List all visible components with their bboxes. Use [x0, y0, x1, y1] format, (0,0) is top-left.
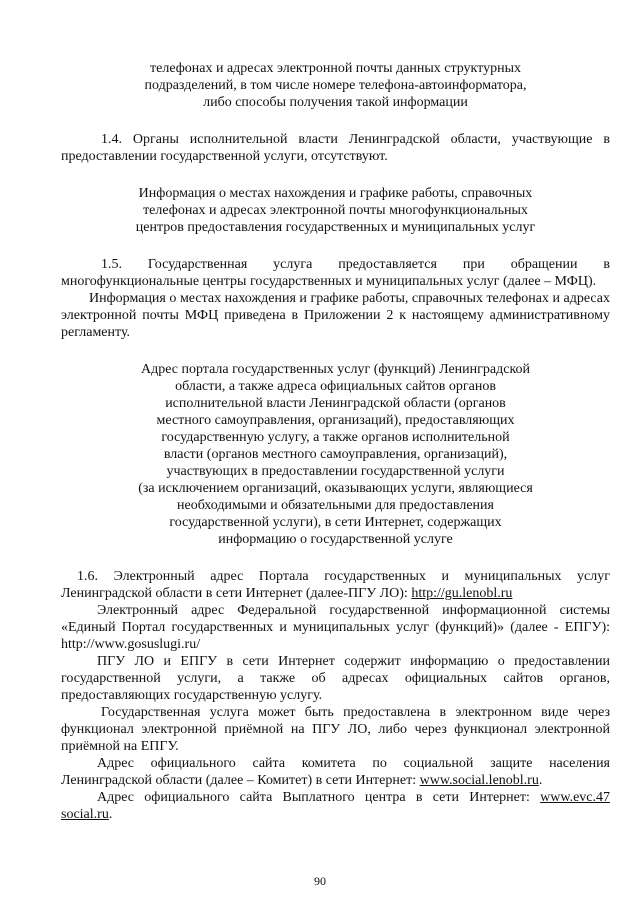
document-page [61, 60, 610, 823]
heading-line: власти (органов местного самоуправления, организаций), [163, 447, 508, 462]
paragraph-committee-text: Адрес официального сайта комитета по социальной защите населения Ленинградской области (далее – Комитет) в сети Интернет: [61, 756, 610, 788]
heading-line: подразделений, в том числе номере телефона-автоинформатора, [144, 78, 527, 93]
paragraph-payment-end: . [108, 807, 113, 822]
heading-line: центров предоставления государственных и муниципальных услуг [135, 220, 536, 235]
paragraph-payment-center [61, 789, 610, 823]
heading-line: Адрес портала государственных услуг (функций) Ленинградской [140, 362, 531, 377]
paragraph-electronic: Государственная услуга может быть предоставлена в электронном виде через функционал электронной приёмной на ПГУ ЛО, либо через функционал электронной приёмной на ЕПГУ. [61, 705, 610, 754]
page-number: 90 [314, 874, 326, 888]
heading-line: (за исключением организаций, оказывающих услуги, являющиеся [138, 481, 533, 496]
paragraph-1-5: 1.5. Государственная услуга предоставляется при обращении в многофункциональные центры государственных и муниципальных услуг (далее – МФЦ). [61, 257, 610, 289]
heading-line: местного самоуправления, организаций), предоставляющих [156, 413, 515, 428]
heading-line: информацию о государственной услуге [218, 532, 453, 547]
payment-center-site-link[interactable]: www.evc.47 social.ru [61, 790, 610, 822]
pgu-lo-link[interactable]: http://gu.lenobl.ru [411, 586, 513, 601]
heading-line: исполнительной власти Ленинградской области (органов [165, 396, 506, 411]
paragraph-epgu: Электронный адрес Федеральной государственной информационной системы «Единый Портал государственных и муниципальных услуг (функций)» (далее - ЕПГУ): http://www.gosuslugi.ru/ [61, 603, 610, 652]
section-heading-contacts [61, 60, 610, 111]
section-heading-mfc [61, 185, 610, 236]
paragraph-1-6 [61, 568, 610, 602]
paragraph-1-4: 1.4. Органы исполнительной власти Ленинградской области, участвующие в предоставлении государственной услуги, отсутствуют. [61, 132, 610, 164]
heading-line: телефонах и адресах электронной почты данных структурных [150, 61, 521, 76]
heading-line: Информация о местах нахождения и графике работы, справочных [138, 186, 533, 201]
paragraph-1-6-text: 1.6. Электронный адрес Портала государственных и муниципальных услуг Ленинградской области в сети Интернет (далее-ПГУ ЛО): [61, 569, 610, 601]
paragraph-payment-text: Адрес официального сайта Выплатного центра в сети Интернет: [97, 790, 541, 805]
section-heading-portal [61, 361, 610, 548]
heading-line: области, а также адреса официальных сайтов органов [175, 379, 496, 394]
paragraph-pgu-epgu: ПГУ ЛО и ЕПГУ в сети Интернет содержит информацию о предоставлении государственной услуги, а также об адресах официальных сайтов органов, предоставляющих государственную услугу. [61, 654, 610, 703]
paragraph-mfc-info: Информация о местах нахождения и графике работы, справочных телефонах и адресах электронной почты МФЦ приведена в Приложении 2 к настоящему административному регламенту. [61, 291, 610, 340]
paragraph-committee [61, 755, 610, 789]
heading-line: участвующих в предоставлении государственной услуги [166, 464, 505, 479]
heading-line: государственную услугу, а также органов исполнительной [161, 430, 510, 445]
heading-line: телефонах и адресах электронной почты многофункциональных [143, 203, 528, 218]
heading-line: либо способы получения такой информации [203, 95, 468, 110]
heading-line: государственной услуги), в сети Интернет, содержащих [169, 515, 502, 530]
committee-site-link[interactable]: www.social.lenobl.ru [419, 773, 539, 788]
heading-line: необходимыми и обязательными для предоставления [177, 498, 494, 513]
paragraph-committee-end: . [538, 773, 543, 788]
